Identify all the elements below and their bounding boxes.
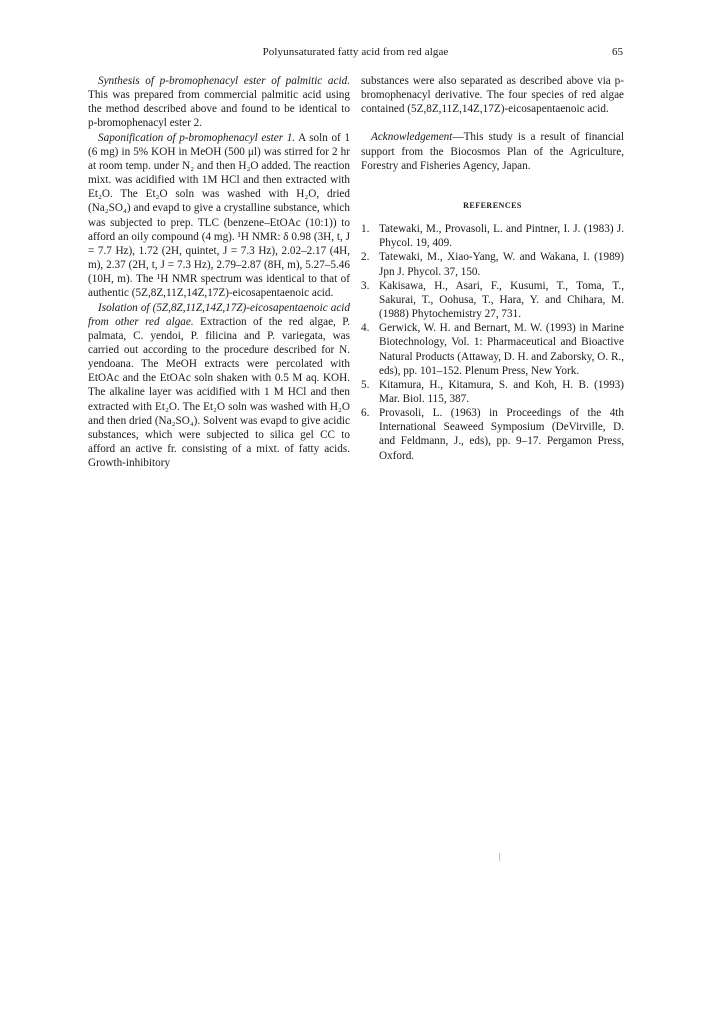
left-column — [88, 74, 350, 470]
reference-number: 1. — [361, 223, 370, 236]
reference-item — [361, 250, 624, 278]
running-title: Polyunsaturated fatty acid from red algae — [262, 46, 449, 58]
reference-number: 4. — [361, 322, 370, 335]
acknowledgement-text: —This study is a result of financial support from the Biocosmos Plan of the Agriculture, Forestry and Fisheries Agency, Japan. — [361, 131, 624, 172]
reference-number: 2. — [361, 251, 370, 264]
isolation-text: Extraction of the red algae, P. palmata, C. yendoi, P. filicina and P. variegata, was carried out according to the procedure described for N. yendoana. The MeOH extracts were percolated with EtOAc and the EtOAc soln shaken with 0.5 M aq. KOH. The alkaline layer was acidified with 1 M HCl and then extracted with Et₂O. The Et₂O soln was washed with H₂O and then dried (Na₂SO₄). Solvent was evapd to give acidic substances, which were subjected to silica gel CC to afford an active fr. consisting of a mixt. of fatty acids. Growth-inhibitory — [88, 315, 350, 470]
reference-item — [361, 279, 624, 321]
reference-item — [361, 222, 624, 250]
synthesis-heading: Synthesis of p-bromophenacyl ester of palmitic acid. — [98, 75, 350, 87]
synthesis-text: This was prepared from commercial palmitic acid using the method described above and found to be identical to p-bromophenacyl ester 2. — [88, 89, 350, 130]
synthesis-paragraph — [88, 74, 350, 131]
reference-text: Kitamura, H., Kitamura, S. and Koh, H. B. (1993) Mar. Biol. 115, 387. — [379, 378, 624, 405]
reference-item — [361, 378, 624, 406]
reference-text: Tatewaki, M., Xiao-Yang, W. and Wakana, I. (1989) Jpn J. Phycol. 37, 150. — [379, 251, 624, 278]
reference-text: Kakisawa, H., Asari, F., Kusumi, T., Toma, T., Sakurai, T., Oohusa, T., Hara, Y. and Chihara, M. (1988) Phytochemistry 27, 731. — [379, 279, 624, 321]
acknowledgement-heading: Acknowledgement — [371, 131, 453, 144]
saponification-heading: Saponification of p-bromophenacyl ester 1. — [98, 131, 296, 144]
reference-text: Tatewaki, M., Provasoli, L. and Pintner, I. J. (1983) J. Phycol. 19, 409. — [379, 223, 624, 250]
reference-number: 6. — [361, 407, 370, 420]
continuation-paragraph: substances were also separated as described above via p-bromophenacyl derivative. The four species of red algae contained (5Z,8Z,11Z,14Z,17Z)-eicosapentaenoic acid. — [361, 75, 624, 116]
isolation-paragraph — [88, 301, 350, 471]
reference-number: 3. — [361, 279, 370, 292]
reference-item — [361, 321, 624, 378]
saponification-text: A soln of 1 (6 mg) in 5% KOH in MeOH (500 μl) was stirred for 2 hr at room temp. under N₂ and then H₂O added. The reaction mixt. was acidified with 1M HCl and then extracted with Et₂O. The Et₂O soln was washed with H₂O, dried (Na₂SO₄) and evapd to give a crystalline substance, which was subjected to prep. TLC (benzene–EtOAc (10:1)) to afford an oily compound (4 mg). ¹H NMR: δ 0.98 (3H, t, J = 7.7 Hz), 1.72 (2H, quintet, J = 7.3 Hz), 2.02–2.17 (4H, m), 2.37 (2H, t, J = 7.3 Hz), 2.79–2.87 (8H, m), 5.27–5.46 (10H, m). The ¹H NMR spectrum was identical to that of authentic (5Z,8Z,11Z,14Z,17Z)-eicosapentaenoic acid. — [88, 131, 350, 300]
acknowledgement-paragraph — [361, 130, 624, 172]
reference-text: Gerwick, W. H. and Bernart, M. W. (1993) in Marine Biotechnology, Vol. 1: Pharmaceutical and Bioactive Natural Products (Attaway, D. H. and Zaborsky, O. R., eds), pp. 101–152. Plenum Press, New York. — [379, 322, 624, 377]
reference-text: Provasoli, L. (1963) in Proceedings of the 4th International Seaweed Symposium (DeVirville, D. and Feldmann, J., eds), pp. 9–17. Pergamon Press, Oxford. — [379, 407, 624, 462]
page-number: 65 — [612, 46, 623, 58]
reference-number: 5. — [361, 378, 370, 391]
right-column — [361, 74, 624, 463]
reference-list — [361, 222, 624, 463]
reference-item — [361, 406, 624, 463]
references-heading: REFERENCES — [463, 200, 522, 210]
isolation-heading: Isolation of (5Z,8Z,11Z,14Z,17Z)-eicosapentaenoic acid from other red algae. — [88, 301, 350, 328]
scan-mark — [499, 853, 500, 861]
saponification-paragraph — [88, 131, 350, 301]
